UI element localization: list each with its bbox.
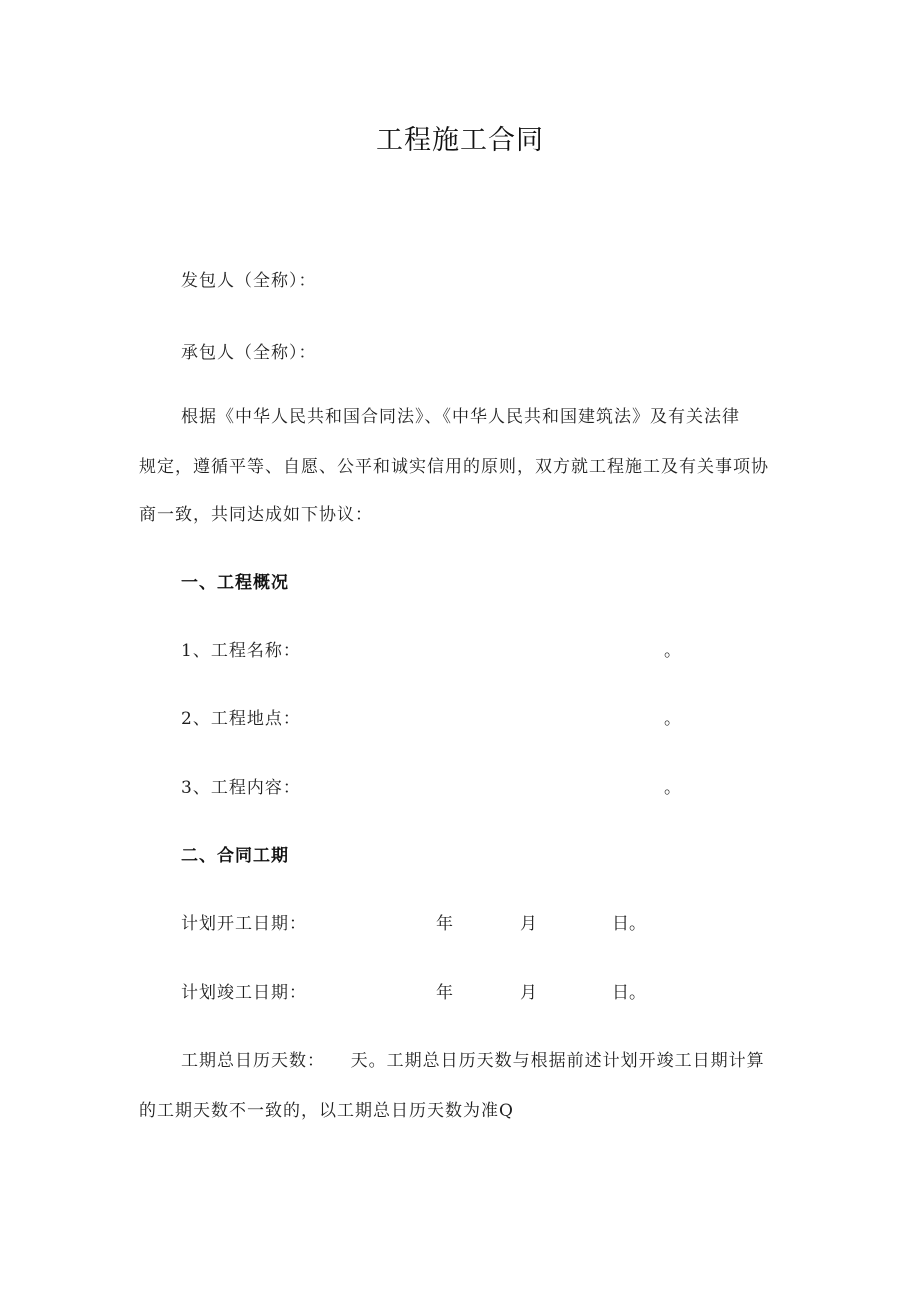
- project-location-label: 2、工程地点：: [181, 709, 301, 729]
- total-duration-line-1: 工期总日历天数： 天。工期总日历天数与根据前述计划开竣工日期计算: [181, 1051, 765, 1071]
- planned-finish-day-unit: 日。: [612, 983, 646, 1003]
- employer-label: 发包人（全称）：: [181, 271, 317, 291]
- project-name-end-mark: 。: [664, 641, 681, 661]
- preamble-line-1: 根据《中华人民共和国合同法》、《中华人民共和国建筑法》及有关法律: [181, 407, 740, 427]
- planned-start-year-unit: 年: [436, 914, 453, 934]
- preamble-line-2: 规定，遵循平等、自愿、公平和诚实信用的原则，双方就工程施工及有关事项协: [139, 457, 769, 477]
- planned-start-date-label: 计划开工日期：: [181, 914, 307, 934]
- page-title: 工程施工合同: [376, 125, 544, 156]
- project-content-label: 3、工程内容：: [181, 778, 301, 798]
- planned-start-day-unit: 日。: [612, 914, 646, 934]
- contractor-label: 承包人（全称）：: [181, 343, 317, 363]
- planned-finish-year-unit: 年: [436, 983, 453, 1003]
- section-heading-contract-period: 二、合同工期: [181, 846, 289, 866]
- planned-finish-month-unit: 月: [520, 983, 537, 1003]
- section-heading-project-overview: 一、工程概况: [181, 573, 289, 593]
- planned-start-month-unit: 月: [520, 914, 537, 934]
- project-content-end-mark: 。: [664, 778, 681, 798]
- project-location-end-mark: 。: [664, 709, 681, 729]
- planned-finish-date-label: 计划竣工日期：: [181, 983, 307, 1003]
- total-duration-line-2: 的工期天数不一致的，以工期总日历天数为准Q: [139, 1101, 514, 1121]
- project-name-label: 1、工程名称：: [181, 641, 301, 661]
- preamble-line-3: 商一致，共同达成如下协议：: [139, 505, 373, 525]
